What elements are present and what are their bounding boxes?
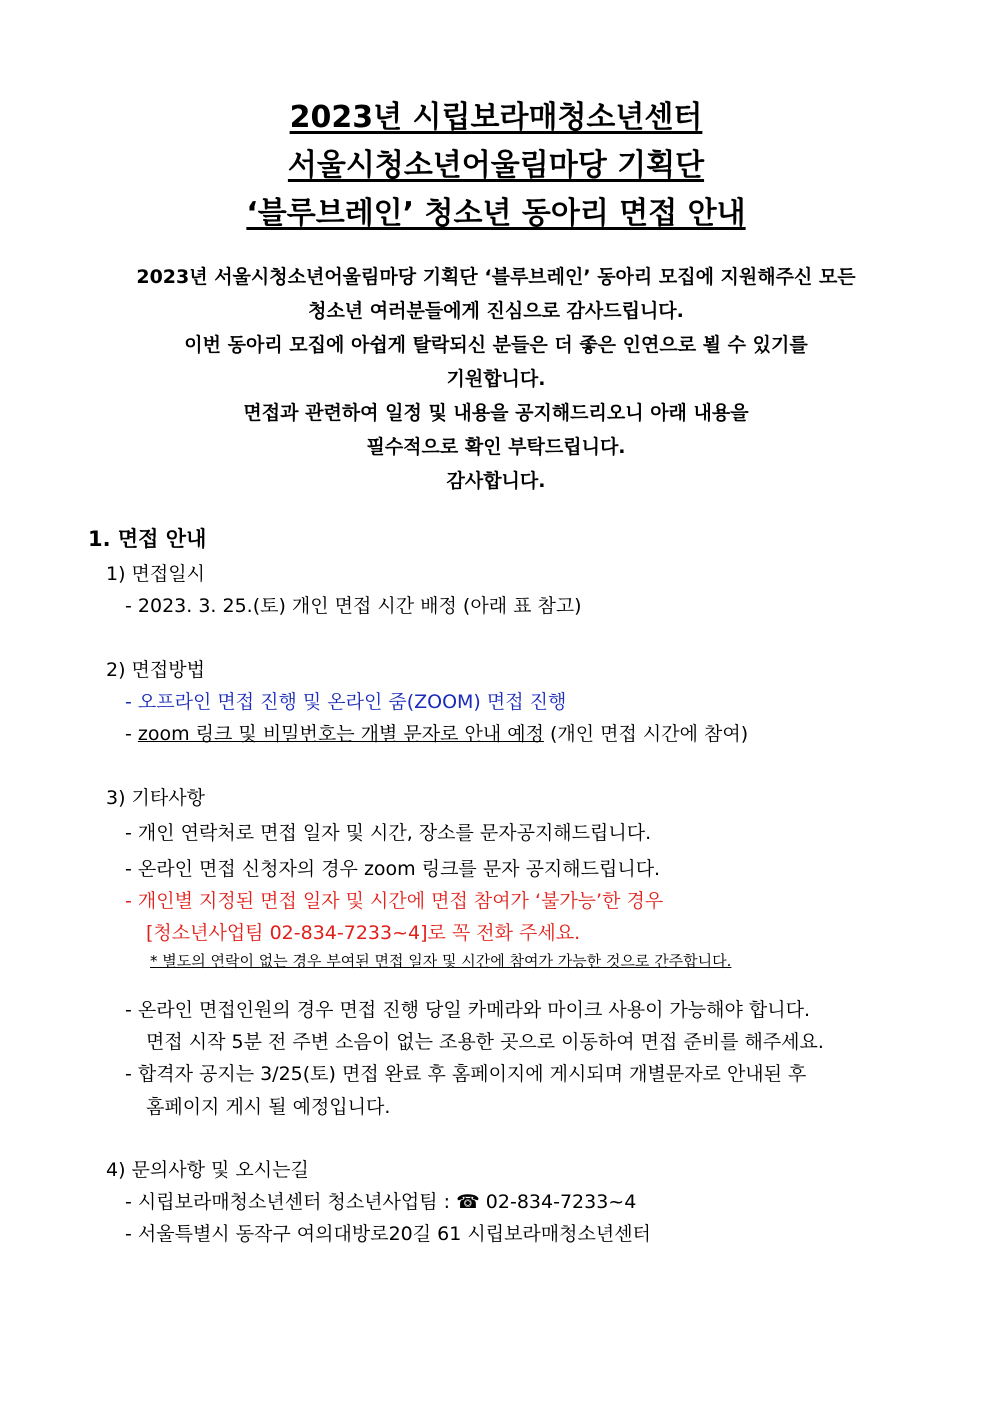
etc-item-5-line-2: 홈페이지 게시 될 예정입니다. <box>146 1096 391 1118</box>
title-line-1: 2023년 시립보라매청소년센터 <box>289 100 703 135</box>
intro-line-7: 감사합니다. <box>446 470 546 492</box>
intro-line-1: 2023년 서울시청소년어울림마당 기획단 ‘블루브레인’ 동아리 모집에 지원해주신 모든 <box>136 266 856 288</box>
contact-item-phone: - 시립보라매청소년센터 청소년사업팀 : ☎ 02-834-7233~4 <box>125 1191 637 1213</box>
intro-line-4: 기원합니다. <box>446 368 546 390</box>
zoom-item-suffix: (개인 면접 시간에 참여) <box>543 723 749 745</box>
sub-heading-contact: 4) 문의사항 및 오시는길 <box>106 1159 309 1181</box>
sub-heading-schedule: 1) 면접일시 <box>106 563 205 585</box>
sub-heading-etc: 3) 기타사항 <box>106 787 205 809</box>
contact-item-address: - 서울특별시 동작구 여의대방로20길 61 시립보라매청소년센터 <box>125 1223 651 1245</box>
etc-item-1: - 개인 연락처로 면접 일자 및 시간, 장소를 문자공지해드립니다. <box>125 822 652 844</box>
intro-line-2: 청소년 여러분들에게 진심으로 감사드립니다. <box>308 300 684 322</box>
intro-line-3: 이번 동아리 모집에 아쉽게 탈락되신 분들은 더 좋은 인연으로 뵐 수 있기를 <box>184 334 808 356</box>
intro-line-6: 필수적으로 확인 부탁드립니다. <box>366 436 626 458</box>
zoom-item-prefix: - <box>125 723 138 745</box>
etc-item-3-line-2: [청소년사업팀 02-834-7233~4]로 꼭 전화 주세요. <box>146 922 581 944</box>
etc-item-4-line-1: - 온라인 면접인원의 경우 면접 진행 당일 카메라와 마이크 사용이 가능해야 합니다. <box>125 999 811 1021</box>
section-heading: 1. 면접 안내 <box>88 527 207 551</box>
zoom-item-underlined: zoom 링크 및 비밀번호는 개별 문자로 안내 예정 <box>137 723 544 745</box>
intro-line-5: 면접과 관련하여 일정 및 내용을 공지해드리오니 아래 내용을 <box>243 402 749 424</box>
etc-note: * 별도의 연락이 없는 경우 부여된 면접 일자 및 시간에 참여가 가능한 것으로 간주합니다. <box>150 952 732 970</box>
etc-item-3-line-1: - 개인별 지정된 면접 일자 및 시간에 면접 참여가 ‘불가능’한 경우 <box>125 890 664 912</box>
etc-item-2: - 온라인 면접 신청자의 경우 zoom 링크를 문자 공지해드립니다. <box>125 858 661 880</box>
etc-item-4-line-2: 면접 시작 5분 전 주변 소음이 없는 조용한 곳으로 이동하여 면접 준비를 해주세요. <box>146 1031 824 1053</box>
method-item-zoom-link <box>125 719 748 746</box>
etc-item-5-line-1: - 합격자 공지는 3/25(토) 면접 완료 후 홈페이지에 게시되며 개별문자로 안내된 후 <box>125 1063 807 1085</box>
method-item-offline-online: - 오프라인 면접 진행 및 온라인 줌(ZOOM) 면접 진행 <box>125 691 567 713</box>
title-line-2: 서울시청소년어울림마당 기획단 <box>287 148 705 183</box>
sub-heading-method: 2) 면접방법 <box>106 659 205 681</box>
schedule-item: - 2023. 3. 25.(토) 개인 면접 시간 배정 (아래 표 참고) <box>125 595 582 617</box>
title-line-3: ‘블루브레인’ 청소년 동아리 면접 안내 <box>246 196 746 231</box>
